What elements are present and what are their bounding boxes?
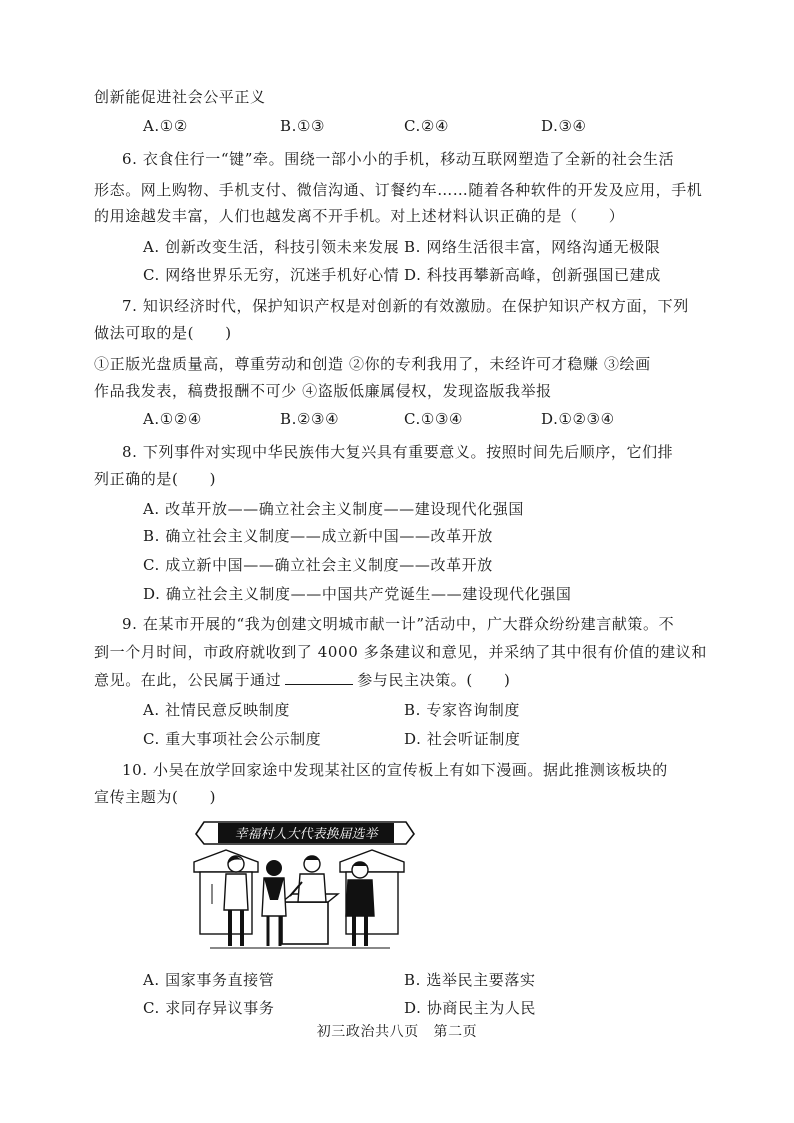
- q5-option-c: C.②④: [404, 117, 450, 135]
- q8-option-d: D. 确立社会主义制度——中国共产党诞生——建设现代化强国: [143, 585, 572, 603]
- cartoon-banner-text: 幸福村人大代表换届选举: [234, 827, 378, 842]
- q6-option-b: B. 网络生活很丰富，网络沟通无极限: [404, 238, 661, 256]
- q8-stem-line-1: 8. 下列事件对实现中华民族伟大复兴具有重要意义。按照时间先后顺序，它们排: [122, 443, 674, 461]
- q8-option-a: A. 改革开放——确立社会主义制度——建设现代化强国: [143, 500, 524, 518]
- q6-option-c: C. 网络世界乐无穷，沉迷手机好心情: [143, 266, 400, 284]
- q10-stem-line-1: 10. 小吴在放学回家途中发现某社区的宣传板上有如下漫画。据此推测该板块的: [122, 761, 668, 779]
- q9-option-b: B. 专家咨询制度: [404, 701, 520, 719]
- q9-stem-line-3-before-blank: 意见。在此，公民属于通过: [94, 671, 282, 689]
- q6-stem-line-3: 的用途越发丰富，人们也越发离不开手机。对上述材料认识正确的是（ ）: [94, 207, 625, 225]
- q10-option-b: B. 选举民主要落实: [404, 971, 536, 989]
- q6-option-a: A. 创新改变生活，科技引领未来发展: [143, 238, 400, 256]
- q8-option-c: C. 成立新中国——确立社会主义制度——改革开放: [143, 556, 493, 574]
- q7-option-c: C.①③④: [404, 410, 464, 428]
- q5-option-b: B.①③: [280, 117, 326, 135]
- q9-option-d: D. 社会听证制度: [404, 730, 521, 748]
- question-continuation: 创新能促进社会公平正义: [94, 88, 266, 106]
- q10-option-c: C. 求同存异议事务: [143, 999, 275, 1017]
- q8-stem-line-2: 列正确的是( ): [94, 470, 217, 488]
- q7-option-d: D.①②③④: [541, 410, 615, 428]
- q9-stem-line-3: [94, 669, 511, 690]
- q7-stem-line-1: 7. 知识经济时代，保护知识产权是对创新的有效激励。在保护知识产权方面，下列: [122, 297, 689, 315]
- q7-statement-line-2: 作品我发表，稿费报酬不可少 ④盗版低廉属侵权，发现盗版我举报: [94, 382, 552, 400]
- q6-stem-line-1: 6. 衣食住行一“键”牵。围绕一部小小的手机，移动互联网塑造了全新的社会生活: [122, 150, 675, 168]
- q7-option-b: B.②③④: [280, 410, 340, 428]
- page-footer: 初三政治共八页 第二页: [316, 1024, 478, 1040]
- q8-option-b: B. 确立社会主义制度——成立新中国——改革开放: [143, 527, 493, 545]
- q10-stem-line-2: 宣传主题为( ): [94, 788, 217, 806]
- q9-stem-line-2: 到一个月时间，市政府就收到了 4000 多条建议和意见，并采纳了其中很有价值的建议和: [94, 643, 707, 661]
- q9-stem-line-1: 9. 在某市开展的“我为创建文明城市献一计”活动中，广大群众纷纷建言献策。不: [122, 615, 675, 633]
- q10-option-d: D. 协商民主为人民: [404, 999, 537, 1017]
- q9-option-a: A. 社情民意反映制度: [143, 701, 290, 719]
- election-cartoon-illustration: [190, 812, 420, 962]
- q7-stem-line-2: 做法可取的是( ): [94, 324, 232, 342]
- q6-option-d: D. 科技再攀新高峰，创新强国已建成: [404, 266, 661, 284]
- q9-stem-line-3-after-blank: 参与民主决策。( ): [357, 671, 511, 689]
- q10-option-a: A. 国家事务直接管: [143, 971, 275, 989]
- q5-option-a: A.①②: [143, 117, 188, 135]
- answer-blank: [285, 670, 353, 685]
- q9-option-c: C. 重大事项社会公示制度: [143, 730, 322, 748]
- q5-option-d: D.③④: [541, 117, 587, 135]
- q7-statement-line-1: ①正版光盘质量高，尊重劳动和创造 ②你的专利我用了，未经许可才稳赚 ③绘画: [94, 355, 651, 373]
- q7-option-a: A.①②④: [143, 410, 202, 428]
- q6-stem-line-2: 形态。网上购物、手机支付、微信沟通、订餐约车……随着各种软件的开发及应用，手机: [94, 181, 703, 199]
